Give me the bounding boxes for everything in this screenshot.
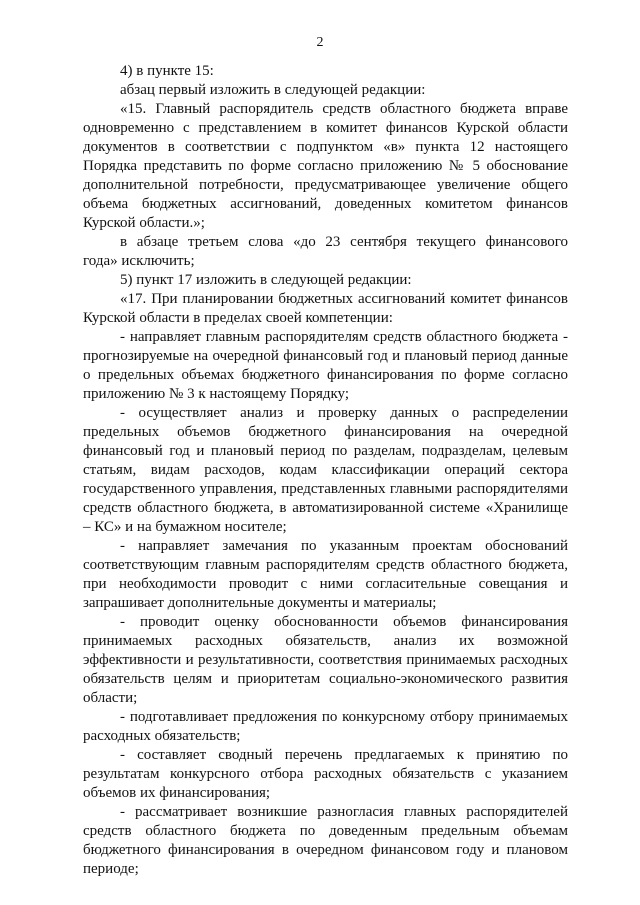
- text-line: - составляет сводный перечень предлагаемых к принятию по: [120, 747, 568, 763]
- text-line: предельных объемов бюджетного финансирования на очередной: [83, 424, 568, 440]
- text-line: бюджетного финансирования в очередном финансовом году и плановом: [83, 842, 568, 858]
- text-line: эффективности и результативности, соответствия принимаемых расходных: [83, 652, 568, 668]
- text-line: - проводит оценку обоснованности объемов финансирования: [120, 614, 568, 630]
- text-line: «15. Главный распорядитель средств областного бюджета вправе: [120, 101, 568, 117]
- text-line: объемов их финансирования;: [83, 785, 271, 801]
- text-line: – КС» и на бумажном носителе;: [83, 519, 287, 535]
- text-line: Порядка представить по форме согласно приложению № 5 обоснование: [83, 158, 568, 174]
- text-line: 5) пункт 17 изложить в следующей редакции:: [120, 272, 412, 288]
- text-line: объема бюджетных ассигнований, доведенных комитетом финансов: [83, 196, 568, 212]
- text-line: Курской области.»;: [83, 215, 205, 231]
- text-line: - направляет главным распорядителям средств областного бюджета -: [120, 329, 568, 345]
- text-line: в абзаце третьем слова «до 23 сентября текущего финансового: [120, 234, 568, 250]
- text-line: государственного управления, представленных главными распорядителями: [83, 481, 568, 497]
- text-line: «17. При планировании бюджетных ассигнований комитет финансов: [120, 291, 568, 307]
- text-line: одновременно с представлением в комитет финансов Курской области: [83, 120, 568, 136]
- text-line: - осуществляет анализ и проверку данных о распределении: [120, 405, 568, 421]
- text-line: - рассматривает возникшие разногласия главных распорядителей: [120, 804, 568, 820]
- text-line: средств областного бюджета, в автоматизированной системе «Хранилище: [83, 500, 568, 516]
- text-line: принимаемых расходных обязательств, анализ их возможной: [83, 633, 568, 649]
- text-line: - направляет замечания по указанным проектам обоснований: [120, 538, 568, 554]
- text-line: запрашивает дополнительные документы и материалы;: [83, 595, 437, 611]
- text-line: результатам конкурсного отбора расходных обязательств с указанием: [83, 766, 568, 782]
- document-body: [83, 62, 568, 879]
- text-line: области;: [83, 690, 138, 706]
- text-line: расходных обязательств;: [83, 728, 241, 744]
- text-line: дополнительной потребности, предусматривающее увеличение общего: [83, 177, 568, 193]
- text-line: прогнозируемые на очередной финансовый год и плановый период данные: [83, 348, 568, 364]
- text-line: периоде;: [83, 861, 139, 877]
- text-line: соответствующим главным распорядителям средств областного бюджета,: [83, 557, 568, 573]
- text-line: приложению № 3 к настоящему Порядку;: [83, 386, 350, 402]
- text-line: 4) в пункте 15:: [120, 63, 214, 79]
- text-line: при необходимости проводит с ними согласительные совещания и: [83, 576, 568, 592]
- text-line: - подготавливает предложения по конкурсному отбору принимаемых: [120, 709, 568, 725]
- text-line: обязательств целям и приоритетам социально-экономического развития: [83, 671, 568, 687]
- text-line: года» исключить;: [83, 253, 195, 269]
- text-line: документов в соответствии с подпунктом «в» пункта 12 настоящего: [83, 139, 568, 155]
- text-line: средств областного бюджета по доведенным предельным объемам: [83, 823, 568, 839]
- text-line: о предельных объемах бюджетного финансирования по форме согласно: [83, 367, 568, 383]
- page-number: 2: [316, 35, 324, 50]
- text-line: Курской области в пределах своей компетенции:: [83, 310, 393, 326]
- text-line: абзац первый изложить в следующей редакции:: [120, 82, 426, 98]
- text-line: статьям, видам расходов, кодам классификации операций сектора: [83, 462, 568, 478]
- text-line: финансовый год и плановый период по разделам, подразделам, целевым: [83, 443, 568, 459]
